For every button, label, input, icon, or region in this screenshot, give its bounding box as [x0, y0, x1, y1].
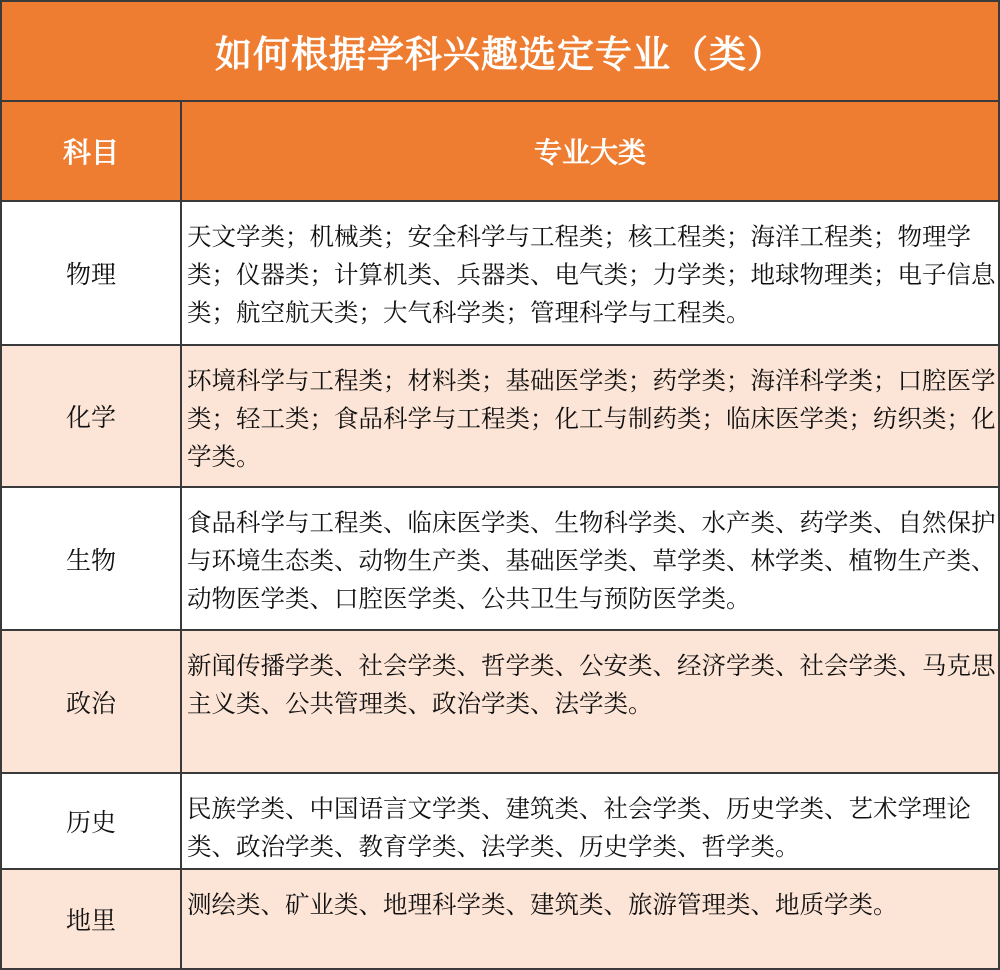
table-grid [2, 102, 998, 968]
row-majors-cell: 新闻传播学类、社会学类、哲学类、公安类、经济学类、社会学类、马克思主义类、公共管理类、政治学类、法学类。 [182, 631, 998, 774]
column-header-subject: 科目 [2, 102, 182, 202]
row-subject-cell: 物理 [2, 202, 182, 346]
row-majors-cell: 环境科学与工程类；材料类；基础医学类；药学类；海洋科学类；口腔医学类；轻工类；食品科学与工程类；化工与制药类；临床医学类；纺织类；化学类。 [182, 346, 998, 488]
row-subject-cell: 地里 [2, 870, 182, 968]
column-header-majors: 专业大类 [182, 102, 998, 202]
row-subject-cell: 历史 [2, 774, 182, 870]
row-majors-cell: 民族学类、中国语言文学类、建筑类、社会学类、历史学类、艺术学理论类、政治学类、教育学类、法学类、历史学类、哲学类。 [182, 774, 998, 870]
row-subject-cell: 生物 [2, 488, 182, 631]
row-subject-cell: 政治 [2, 631, 182, 774]
row-majors-cell: 天文学类；机械类；安全科学与工程类；核工程类；海洋工程类；物理学类；仪器类；计算机类、兵器类、电气类；力学类；地球物理类；电子信息类；航空航天类；大气科学类；管理科学与工程类。 [182, 202, 998, 346]
row-majors-cell: 测绘类、矿业类、地理科学类、建筑类、旅游管理类、地质学类。 [182, 870, 998, 968]
row-subject-cell: 化学 [2, 346, 182, 488]
table-title: 如何根据学科兴趣选定专业（类） [2, 2, 998, 102]
row-majors-cell: 食品科学与工程类、临床医学类、生物科学类、水产类、药学类、自然保护与环境生态类、动物生产类、基础医学类、草学类、林学类、植物生产类、动物医学类、口腔医学类、公共卫生与预防医学类。 [182, 488, 998, 631]
